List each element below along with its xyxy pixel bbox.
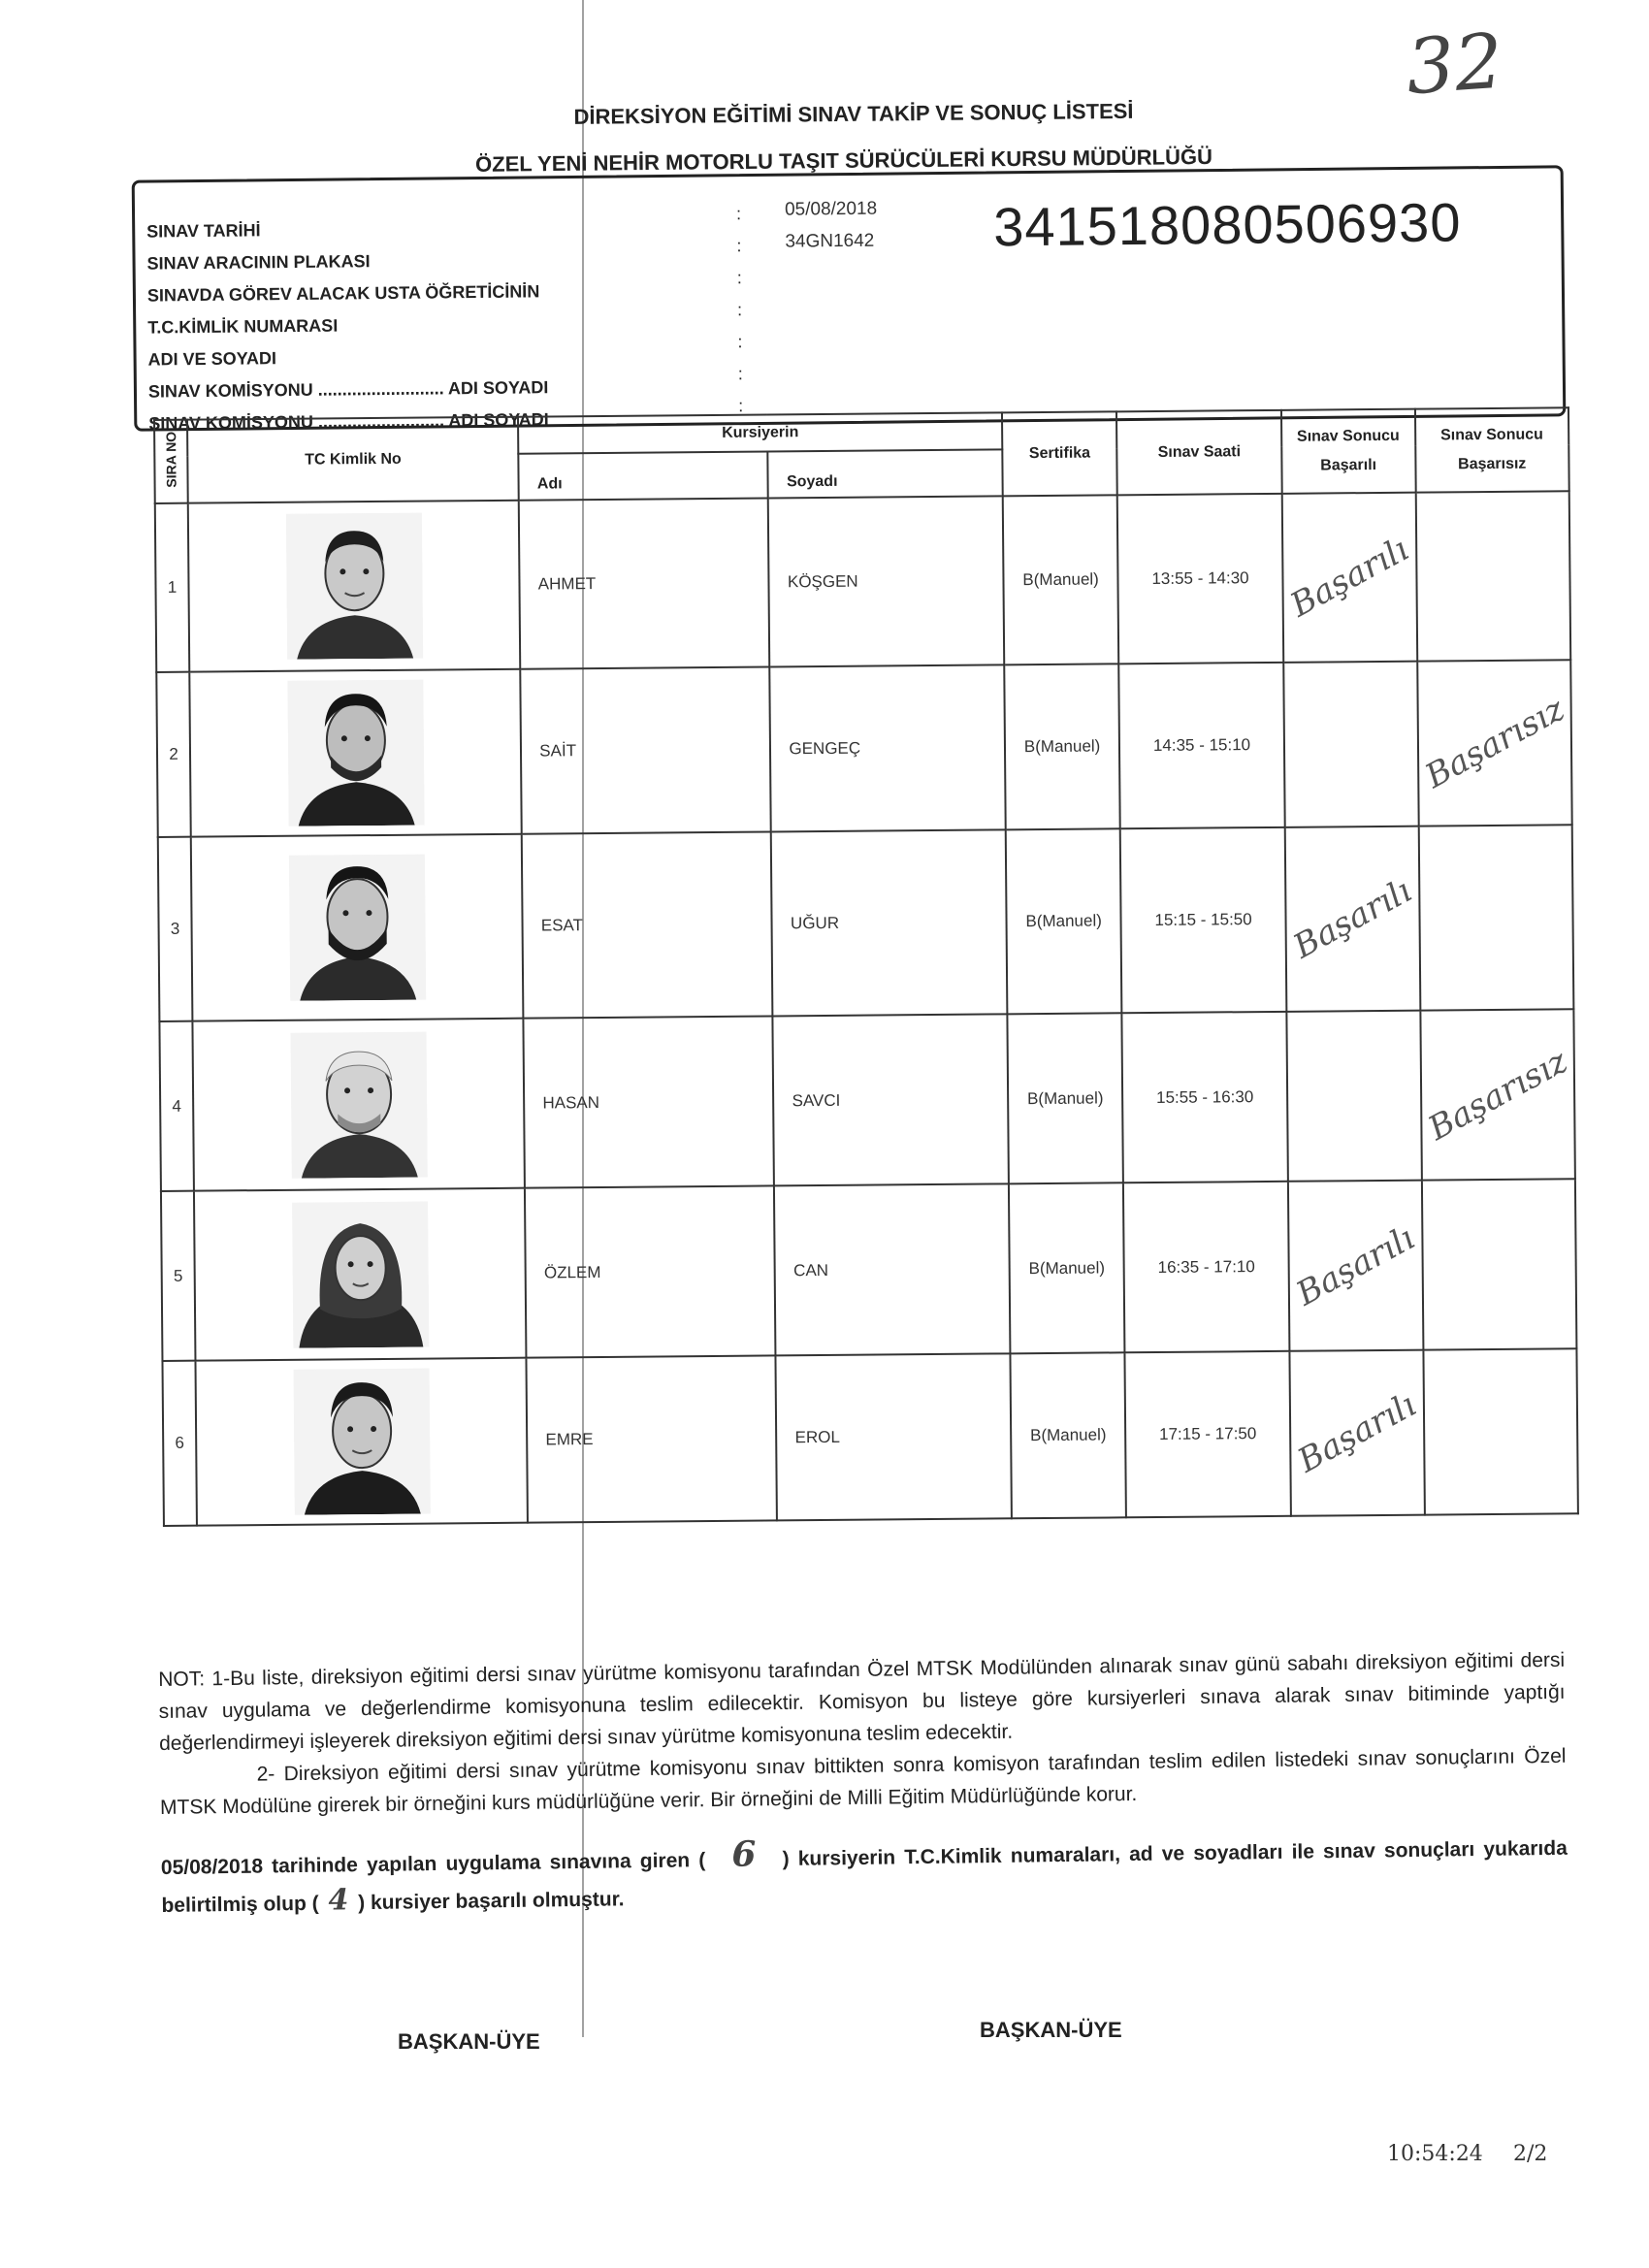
summary-part-2: ) kursiyerin T.C.Kimlik numaraları, ad ve soyadları ile sınav sonuçları yukarıda belirtilmiş olup ( [161,1836,1568,1917]
signature-left: BAŞKAN-ÜYE [398,2029,540,2054]
note-paragraph-1: NOT: 1-Bu liste, direksiyon eğitimi dersi sınav yürütme komisyonu tarafından Özel MTSK Modülünden alınarak sınav günü sabahı direksiyon eğitimi dersi sınav uygulama ve değerlendirme komisyonuna teslim edilecektir. Komisyon bu listeye göre kursiyerleri sınava alarak sınav bitiminde yaptığı değerlendirmeyi işleyerek direksiyon eğitimi dersi sınav yürütme komisyonuna teslim edecektir. [158,1648,1566,1755]
field-label-name: ADI VE SOYADI [147,348,277,370]
column-header-sira: SIRA NO [154,420,188,503]
certificate: B(Manuel) [1009,1183,1125,1353]
handwritten-pass-count: 4 [328,1883,349,1918]
document-title: DİREKSİYON EĞİTİMİ SINAV TAKİP VE SONUÇ LİSTESİ [573,98,1134,129]
column-header-sertifika: Sertifika [1002,411,1117,496]
exam-time: 15:15 - 15:50 [1120,827,1286,1013]
exam-time: 14:35 - 15:10 [1119,663,1285,828]
result-fail-cell [1417,660,1572,826]
candidate-photo [289,855,426,1001]
first-name: HASAN [524,1016,775,1187]
row-number: 3 [158,837,193,1021]
result-fail-cell [1423,1348,1578,1514]
institution-title: ÖZEL YENİ NEHİR MOTORLU TAŞIT SÜRÜCÜLERİ KURSU MÜDÜRLÜĞÜ [474,144,1213,177]
colon: : [737,332,743,352]
table-row [162,1348,1577,1526]
plate-value: 34GN1642 [785,230,875,252]
summary-part-3: ) kursiyer başarılı olmuştur. [358,1888,625,1915]
photo-cell [192,1019,525,1191]
table-row [156,660,1571,837]
print-page: 2/2 [1513,2142,1548,2166]
first-name: SAİT [521,666,772,833]
result-fail-cell [1420,1009,1575,1180]
pass-signature: Başarılı [1291,1385,1423,1481]
result-pass-cell [1281,493,1416,663]
pass-signature: Başarılı [1286,871,1418,967]
first-name: EMRE [527,1355,778,1522]
column-header-adi: Adı [519,451,769,500]
exam-code: 341518080506930 [992,191,1462,258]
candidate-photo [290,1031,427,1178]
exam-date-value: 05/08/2018 [784,198,878,220]
table-row [159,1009,1574,1191]
result-pass-cell [1288,1181,1423,1351]
candidate-table-wrap [153,406,1579,1564]
field-colons [736,204,743,428]
summary-part-1: 05/08/2018 tarihinde yapılan uygulama sınavına giren ( [160,1849,706,1879]
column-header-kursiyerin: Kursiyerin [518,412,1002,453]
column-header-basarisiz: Sınav Sonucu Başarısız [1415,407,1569,492]
column-header-saat: Sınav Saati [1116,410,1281,495]
candidate-photo [285,513,422,660]
table-row [158,825,1574,1021]
field-label-plate: SINAV ARACININ PLAKASI [146,251,371,274]
table-row [161,1179,1576,1361]
fail-signature: Başarısız [1421,1041,1574,1149]
field-label-tc-number: T.C.KİMLİK NUMARASI [147,315,339,338]
last-name: EROL [776,1353,1012,1520]
result-pass-cell [1286,1011,1421,1182]
result-pass-cell [1289,1350,1424,1516]
handwritten-total-count: 6 [731,1833,757,1875]
photo-cell [188,501,521,672]
colon: : [735,204,742,224]
row-number: 5 [161,1191,196,1361]
result-pass-cell [1284,826,1419,1012]
note-paragraph-2: 2- Direksiyon eğitimi dersi sınav yürütme komisyonu sınav bittikten sonra komisyon tarafından teslim edilen listedeki sınav sonuçlarını Özel MTSK Modülüne girerek bir örneğini kurs müdürlüğüne verir. Bir örneğini de Milli Eğitim Müdürlüğünde korur. [159,1744,1567,1819]
result-fail-cell [1415,491,1570,661]
candidate-photo [293,1369,430,1515]
last-name: KÖŞGEN [768,496,1004,666]
summary-statement [161,1826,1568,1924]
row-number: 6 [162,1361,196,1526]
table-row [155,491,1570,672]
first-name: ESAT [522,831,773,1018]
pass-signature: Başarılı [1283,530,1415,626]
colon: : [736,236,742,256]
photo-cell [191,834,524,1021]
photo-cell [194,1188,527,1361]
last-name: SAVCI [773,1014,1009,1185]
first-name: AHMET [519,498,770,668]
result-fail-cell [1418,825,1573,1010]
signature-right: BAŞKAN-ÜYE [980,2018,1122,2042]
notes-section [158,1644,1568,1924]
candidate-photo [287,680,424,826]
field-label-commission-1: SINAV KOMİSYONU .......................... ADI SOYADI [147,377,549,402]
colon: : [736,268,742,288]
last-name: UĞUR [771,829,1007,1016]
photo-cell [189,669,522,837]
row-number: 2 [156,672,190,837]
first-name: ÖZLEM [525,1185,776,1357]
certificate: B(Manuel) [1006,828,1122,1014]
colon: : [738,396,744,416]
field-label-exam-date: SINAV TARİHİ [146,220,261,242]
field-label-instructor: SINAVDA GÖREV ALACAK USTA ÖĞRETİCİNİN [146,281,540,306]
last-name: GENGEÇ [770,664,1006,831]
exam-time: 16:35 - 17:10 [1123,1182,1289,1352]
fail-signature: Başarısız [1418,690,1571,796]
exam-time: 13:55 - 14:30 [1117,494,1283,664]
row-number: 4 [159,1021,194,1191]
colon: : [737,300,743,320]
handwritten-page-number: 32 [1403,17,1506,113]
exam-time: 15:55 - 16:30 [1122,1012,1288,1183]
colon: : [737,364,743,384]
column-header-tc: TC Kimlik No [187,417,519,503]
result-fail-cell [1421,1179,1576,1349]
field-label-commission-2: SINAV KOMİSYONU .......................... ADI SOYADI [148,409,549,434]
certificate: B(Manuel) [1007,1013,1123,1183]
certificate: B(Manuel) [1010,1352,1126,1518]
column-header-basarili: Sınav Sonucu Başarılı [1281,409,1416,494]
candidate-table [153,406,1579,1527]
photo-cell [195,1358,528,1526]
print-time: 10:54:24 [1387,2142,1483,2166]
certificate: B(Manuel) [1003,495,1119,664]
last-name: CAN [774,1183,1010,1355]
certificate: B(Manuel) [1004,664,1120,829]
exam-time: 17:15 - 17:50 [1125,1351,1291,1517]
pass-signature: Başarılı [1289,1217,1421,1313]
candidate-photo [292,1201,429,1347]
field-labels [146,217,549,445]
row-number: 1 [155,503,190,672]
result-pass-cell [1283,662,1418,827]
column-header-soyadi: Soyadı [768,449,1003,498]
